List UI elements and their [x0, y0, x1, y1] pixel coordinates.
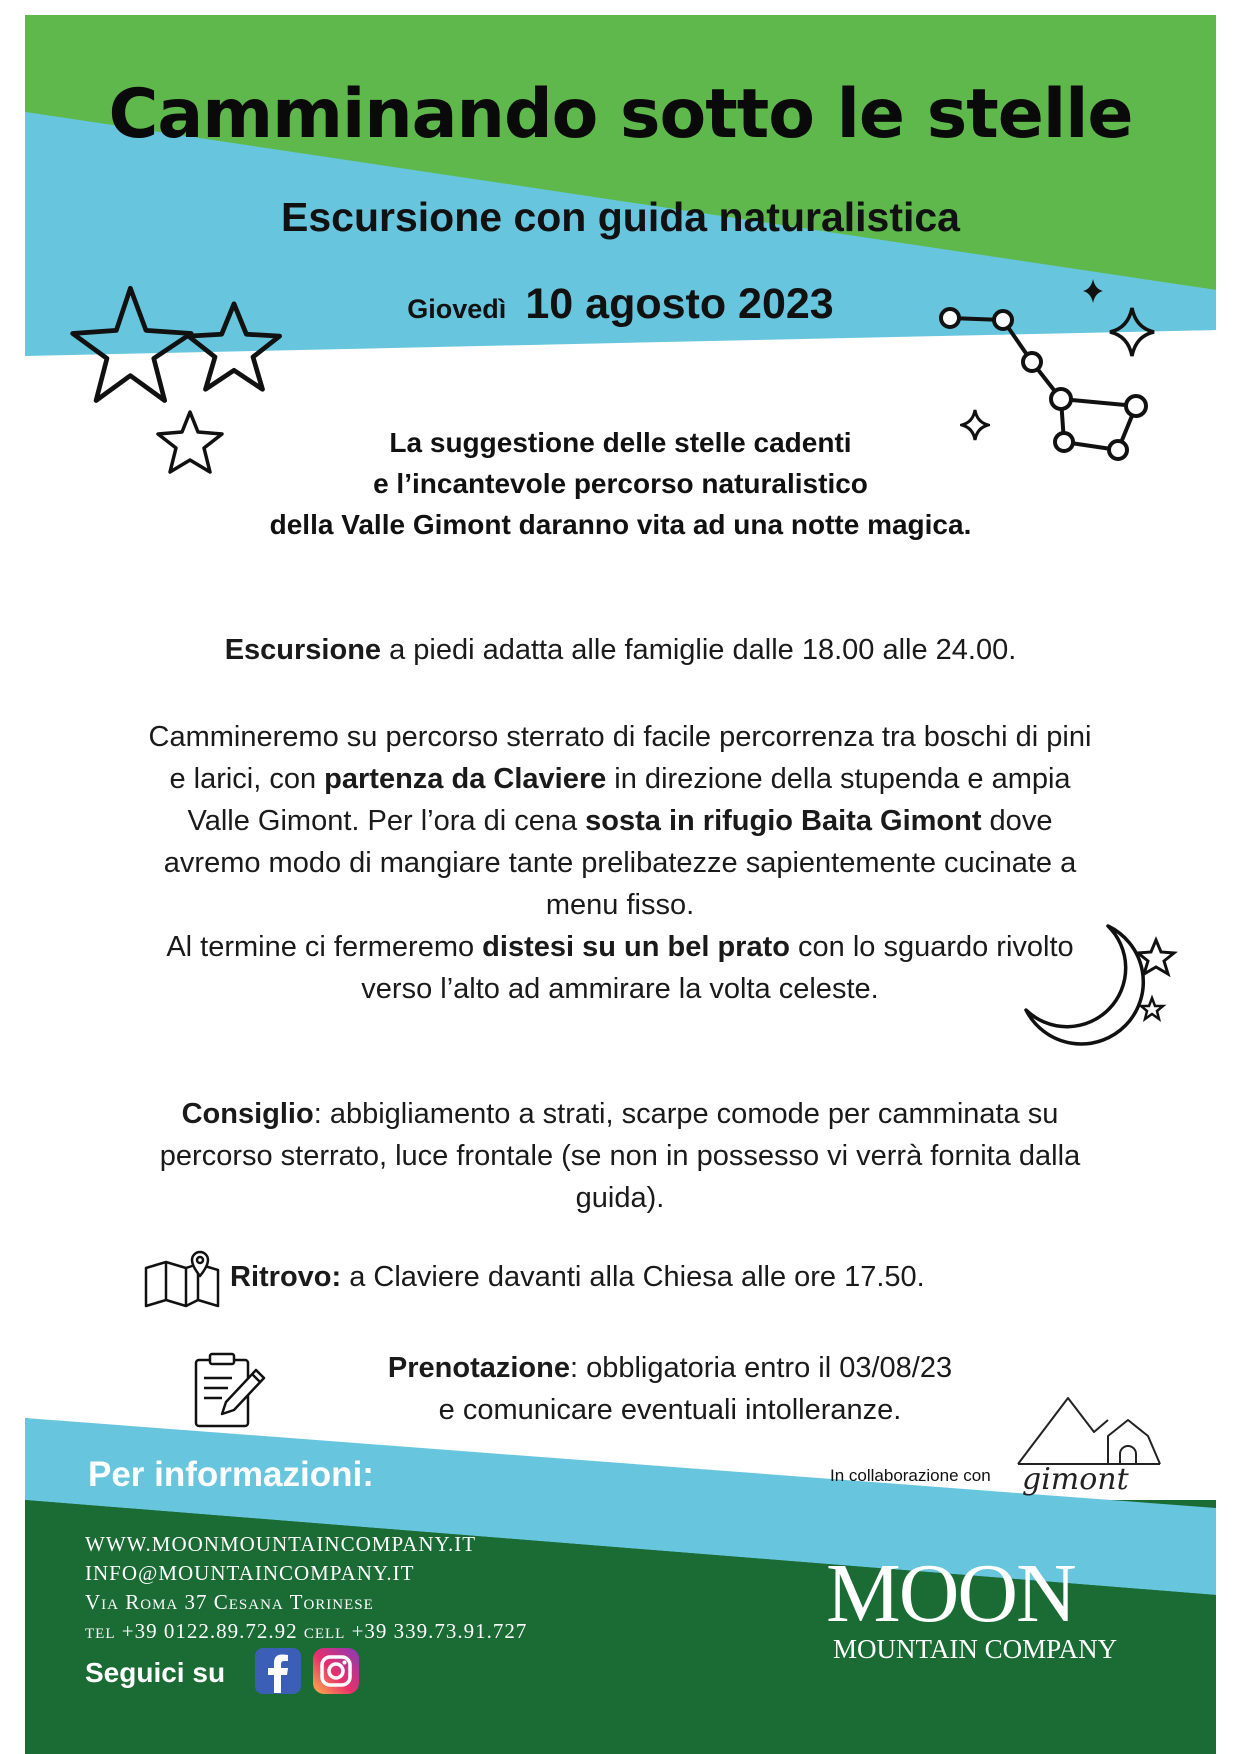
route-text: Cammineremo su percorso sterrato di facile percorrenza tra boschi di pini e larici, con — [148, 721, 1092, 795]
escursione-label: Escursione — [224, 634, 382, 666]
website-link[interactable]: WWW.MOONMOUNTAINCOMPANY.IT — [85, 1532, 477, 1556]
company-logo-subtitle: MOUNTAIN COMPANY — [833, 1634, 1118, 1664]
map-pin-icon — [142, 1250, 222, 1312]
follow-label: Seguici su — [85, 1657, 226, 1688]
partner-logo-text: gimont — [1022, 1462, 1129, 1497]
logo-word: MOON — [826, 1547, 1075, 1640]
collaboration-label: In collaborazione con — [830, 1466, 991, 1485]
info-title: Per informazioni: — [88, 1455, 374, 1494]
ritrovo-text: a Claviere davanti alla Chiesa alle ore 17.50. — [341, 1261, 925, 1293]
route-text: Al termine ci fermeremo — [166, 931, 483, 963]
route-paragraph — [140, 716, 1100, 1010]
route-highlight: distesi su un bel prato — [482, 931, 790, 963]
sparkle-icon — [1108, 306, 1156, 358]
consiglio-paragraph — [140, 1093, 1100, 1219]
prenotazione-label: Prenotazione — [387, 1352, 570, 1384]
company-logo-text — [826, 1547, 1075, 1640]
route-highlight: partenza da Claviere — [324, 763, 607, 795]
intro-paragraph — [0, 422, 1241, 545]
intro-line: La suggestione delle stelle cadenti — [389, 427, 852, 458]
route-text: in direzione della stupenda e ampia Valle Gimont. Per l’ora di cena — [187, 763, 1071, 837]
date-day: Giovedì — [407, 294, 507, 324]
sparkle-icon — [1082, 278, 1104, 304]
contacts-block — [85, 1530, 527, 1646]
ritrovo-paragraph — [230, 1256, 1080, 1298]
route-text: con lo sguardo rivolto verso l’alto ad ammirare la volta celeste. — [361, 931, 1074, 1005]
address-text: Via Roma 37 Cesana Torinese — [85, 1590, 374, 1614]
mountain-house-icon — [1016, 1392, 1162, 1468]
intro-line: della Valle Gimont daranno vita ad una notte magica. — [269, 509, 972, 540]
email-link[interactable]: INFO@MOUNTAINCOMPANY.IT — [85, 1561, 415, 1585]
prenotazione-paragraph — [250, 1347, 1090, 1431]
prenotazione-text: : obbligatoria entro il 03/08/23 — [569, 1352, 953, 1384]
date-value: 10 agosto 2023 — [525, 280, 834, 328]
facebook-icon[interactable] — [254, 1647, 302, 1695]
star-outline-icon — [188, 300, 288, 400]
page-title: Camminando sotto le stelle — [108, 75, 1133, 154]
consiglio-text: : abbigliamento a strati, scarpe comode per camminata su percorso sterrato, luce frontale (se non in possesso vi verrà fornita dalla guida). — [159, 1098, 1081, 1214]
consiglio-label: Consiglio — [181, 1098, 314, 1130]
ritrovo-label: Ritrovo: — [230, 1261, 342, 1293]
escursione-text: a piedi adatta alle famiglie dalle 18.00 alle 24.00. — [381, 634, 1017, 666]
instagram-icon[interactable] — [312, 1647, 360, 1695]
moon-icon — [1018, 918, 1188, 1048]
page-subtitle: Escursione con guida naturalistica — [281, 194, 960, 240]
intro-line: e l’incantevole percorso naturalistico — [373, 468, 868, 499]
route-highlight: sosta in rifugio Baita Gimont — [585, 805, 982, 837]
escursione-paragraph — [0, 629, 1241, 671]
route-text: dove avremo modo di mangiare tante prelibatezze sapientemente cucinate a menu fisso. — [163, 805, 1077, 921]
phone-text: tel +39 0122.89.72.92 cell +39 339.73.91.727 — [85, 1619, 528, 1643]
prenotazione-text-2: e comunicare eventuali intolleranze. — [438, 1394, 902, 1426]
